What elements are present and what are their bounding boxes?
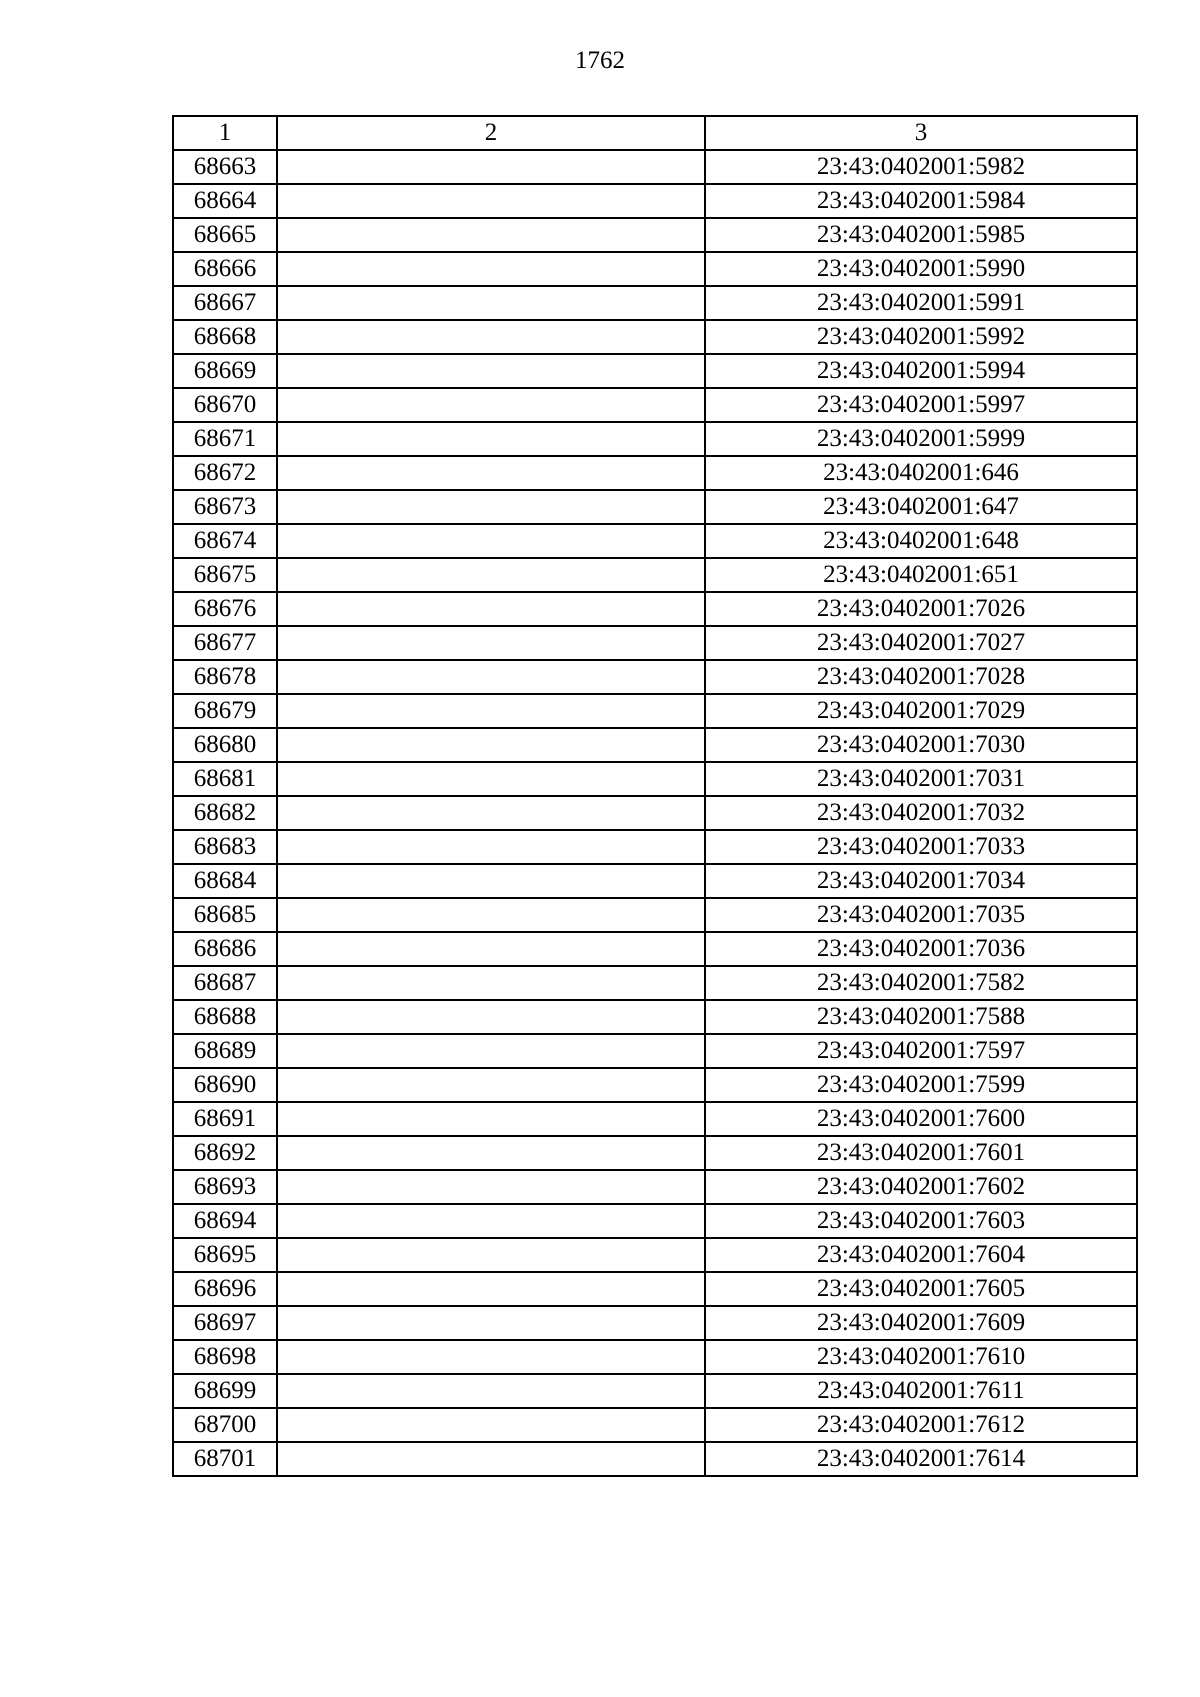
description-cell — [277, 932, 705, 966]
description-cell — [277, 1374, 705, 1408]
row-number-cell: 68680 — [173, 728, 277, 762]
cadastral-number-cell: 23:43:0402001:7028 — [705, 660, 1137, 694]
row-number-cell: 68701 — [173, 1442, 277, 1476]
table-row — [173, 422, 1137, 456]
description-cell — [277, 1170, 705, 1204]
cadastral-number-cell: 23:43:0402001:7034 — [705, 864, 1137, 898]
row-number-cell: 68690 — [173, 1068, 277, 1102]
table-row — [173, 1374, 1137, 1408]
description-cell — [277, 1272, 705, 1306]
cadastral-number-cell: 23:43:0402001:5985 — [705, 218, 1137, 252]
description-cell — [277, 1034, 705, 1068]
description-cell — [277, 762, 705, 796]
description-cell — [277, 1136, 705, 1170]
description-cell — [277, 252, 705, 286]
row-number-cell: 68666 — [173, 252, 277, 286]
cadastral-number-cell: 23:43:0402001:7611 — [705, 1374, 1137, 1408]
row-number-cell: 68687 — [173, 966, 277, 1000]
cadastral-number-cell: 23:43:0402001:7609 — [705, 1306, 1137, 1340]
row-number-cell: 68665 — [173, 218, 277, 252]
row-number-cell: 68674 — [173, 524, 277, 558]
description-cell — [277, 354, 705, 388]
row-number-cell: 68695 — [173, 1238, 277, 1272]
table-row — [173, 354, 1137, 388]
cadastral-number-cell: 23:43:0402001:5992 — [705, 320, 1137, 354]
table-row — [173, 456, 1137, 490]
row-number-cell: 68671 — [173, 422, 277, 456]
page-number: 1762 — [575, 47, 625, 74]
table-row — [173, 1408, 1137, 1442]
table-row — [173, 864, 1137, 898]
row-number-cell: 68668 — [173, 320, 277, 354]
row-number-cell: 68667 — [173, 286, 277, 320]
row-number-cell: 68700 — [173, 1408, 277, 1442]
description-cell — [277, 1340, 705, 1374]
description-cell — [277, 524, 705, 558]
registry-table — [172, 115, 1138, 1477]
row-number-cell: 68673 — [173, 490, 277, 524]
table-row — [173, 150, 1137, 184]
cadastral-number-cell: 23:43:0402001:7588 — [705, 1000, 1137, 1034]
cadastral-number-cell: 23:43:0402001:7601 — [705, 1136, 1137, 1170]
cadastral-number-cell: 23:43:0402001:651 — [705, 558, 1137, 592]
description-cell — [277, 1408, 705, 1442]
row-number-cell: 68688 — [173, 1000, 277, 1034]
table-row — [173, 966, 1137, 1000]
description-cell — [277, 320, 705, 354]
cadastral-number-cell: 23:43:0402001:647 — [705, 490, 1137, 524]
description-cell — [277, 626, 705, 660]
cadastral-number-cell: 23:43:0402001:5991 — [705, 286, 1137, 320]
table-row — [173, 1340, 1137, 1374]
table-row — [173, 1204, 1137, 1238]
description-cell — [277, 1000, 705, 1034]
description-cell — [277, 1068, 705, 1102]
table-row — [173, 796, 1137, 830]
table-row — [173, 898, 1137, 932]
table-row — [173, 762, 1137, 796]
table-row — [173, 1000, 1137, 1034]
row-number-cell: 68693 — [173, 1170, 277, 1204]
cadastral-number-cell: 23:43:0402001:7582 — [705, 966, 1137, 1000]
table-row — [173, 252, 1137, 286]
table-row — [173, 1034, 1137, 1068]
row-number-cell: 68676 — [173, 592, 277, 626]
cadastral-number-cell: 23:43:0402001:7600 — [705, 1102, 1137, 1136]
row-number-cell: 68663 — [173, 150, 277, 184]
table-row — [173, 1102, 1137, 1136]
table-row — [173, 184, 1137, 218]
cadastral-number-cell: 23:43:0402001:7031 — [705, 762, 1137, 796]
cadastral-number-cell: 23:43:0402001:5999 — [705, 422, 1137, 456]
row-number-cell: 68697 — [173, 1306, 277, 1340]
description-cell — [277, 286, 705, 320]
table-row — [173, 1136, 1137, 1170]
row-number-cell: 68683 — [173, 830, 277, 864]
description-cell — [277, 728, 705, 762]
table-row — [173, 1306, 1137, 1340]
table-row — [173, 1170, 1137, 1204]
cadastral-number-cell: 23:43:0402001:7599 — [705, 1068, 1137, 1102]
registry-table-body — [173, 116, 1137, 1476]
cadastral-number-cell: 23:43:0402001:7597 — [705, 1034, 1137, 1068]
cadastral-number-cell: 23:43:0402001:7035 — [705, 898, 1137, 932]
cadastral-number-cell: 23:43:0402001:648 — [705, 524, 1137, 558]
row-number-cell: 68684 — [173, 864, 277, 898]
cadastral-number-cell: 23:43:0402001:7605 — [705, 1272, 1137, 1306]
description-cell — [277, 456, 705, 490]
row-number-cell: 68699 — [173, 1374, 277, 1408]
table-row — [173, 286, 1137, 320]
table-row — [173, 660, 1137, 694]
table-row — [173, 1442, 1137, 1476]
cadastral-number-cell: 23:43:0402001:646 — [705, 456, 1137, 490]
cadastral-number-cell: 23:43:0402001:7033 — [705, 830, 1137, 864]
description-cell — [277, 898, 705, 932]
table-row — [173, 728, 1137, 762]
cadastral-number-cell: 23:43:0402001:7036 — [705, 932, 1137, 966]
cadastral-number-cell: 23:43:0402001:7610 — [705, 1340, 1137, 1374]
cadastral-number-cell: 23:43:0402001:7604 — [705, 1238, 1137, 1272]
row-number-cell: 68692 — [173, 1136, 277, 1170]
cadastral-number-cell: 23:43:0402001:7032 — [705, 796, 1137, 830]
table-row — [173, 388, 1137, 422]
cadastral-number-cell: 23:43:0402001:7602 — [705, 1170, 1137, 1204]
row-number-cell: 68696 — [173, 1272, 277, 1306]
table-row — [173, 592, 1137, 626]
row-number-cell: 68675 — [173, 558, 277, 592]
header-cell-col-2: 2 — [277, 116, 705, 150]
cadastral-number-cell: 23:43:0402001:7027 — [705, 626, 1137, 660]
cadastral-number-cell: 23:43:0402001:5990 — [705, 252, 1137, 286]
table-row — [173, 1272, 1137, 1306]
header-cell-col-3: 3 — [705, 116, 1137, 150]
description-cell — [277, 660, 705, 694]
cadastral-number-cell: 23:43:0402001:5997 — [705, 388, 1137, 422]
description-cell — [277, 796, 705, 830]
description-cell — [277, 150, 705, 184]
row-number-cell: 68682 — [173, 796, 277, 830]
description-cell — [277, 864, 705, 898]
description-cell — [277, 1204, 705, 1238]
row-number-cell: 68691 — [173, 1102, 277, 1136]
row-number-cell: 68694 — [173, 1204, 277, 1238]
table-row — [173, 524, 1137, 558]
cadastral-number-cell: 23:43:0402001:7614 — [705, 1442, 1137, 1476]
table-header-row — [173, 116, 1137, 150]
table-row — [173, 626, 1137, 660]
description-cell — [277, 1306, 705, 1340]
description-cell — [277, 1238, 705, 1272]
row-number-cell: 68669 — [173, 354, 277, 388]
description-cell — [277, 388, 705, 422]
description-cell — [277, 422, 705, 456]
table-row — [173, 1238, 1137, 1272]
table-row — [173, 490, 1137, 524]
description-cell — [277, 694, 705, 728]
table-row — [173, 830, 1137, 864]
cadastral-number-cell: 23:43:0402001:5994 — [705, 354, 1137, 388]
table-row — [173, 320, 1137, 354]
row-number-cell: 68670 — [173, 388, 277, 422]
description-cell — [277, 830, 705, 864]
table-row — [173, 932, 1137, 966]
row-number-cell: 68686 — [173, 932, 277, 966]
table-row — [173, 1068, 1137, 1102]
row-number-cell: 68678 — [173, 660, 277, 694]
table-row — [173, 558, 1137, 592]
description-cell — [277, 592, 705, 626]
cadastral-number-cell: 23:43:0402001:5984 — [705, 184, 1137, 218]
header-cell-col-1: 1 — [173, 116, 277, 150]
table-row — [173, 218, 1137, 252]
row-number-cell: 68664 — [173, 184, 277, 218]
row-number-cell: 68698 — [173, 1340, 277, 1374]
description-cell — [277, 218, 705, 252]
row-number-cell: 68677 — [173, 626, 277, 660]
cadastral-number-cell: 23:43:0402001:7029 — [705, 694, 1137, 728]
cadastral-number-cell: 23:43:0402001:7030 — [705, 728, 1137, 762]
row-number-cell: 68672 — [173, 456, 277, 490]
description-cell — [277, 1102, 705, 1136]
cadastral-number-cell: 23:43:0402001:7026 — [705, 592, 1137, 626]
description-cell — [277, 490, 705, 524]
description-cell — [277, 1442, 705, 1476]
description-cell — [277, 966, 705, 1000]
row-number-cell: 68679 — [173, 694, 277, 728]
row-number-cell: 68681 — [173, 762, 277, 796]
description-cell — [277, 558, 705, 592]
description-cell — [277, 184, 705, 218]
row-number-cell: 68689 — [173, 1034, 277, 1068]
cadastral-number-cell: 23:43:0402001:7612 — [705, 1408, 1137, 1442]
row-number-cell: 68685 — [173, 898, 277, 932]
cadastral-number-cell: 23:43:0402001:5982 — [705, 150, 1137, 184]
cadastral-number-cell: 23:43:0402001:7603 — [705, 1204, 1137, 1238]
table-row — [173, 694, 1137, 728]
